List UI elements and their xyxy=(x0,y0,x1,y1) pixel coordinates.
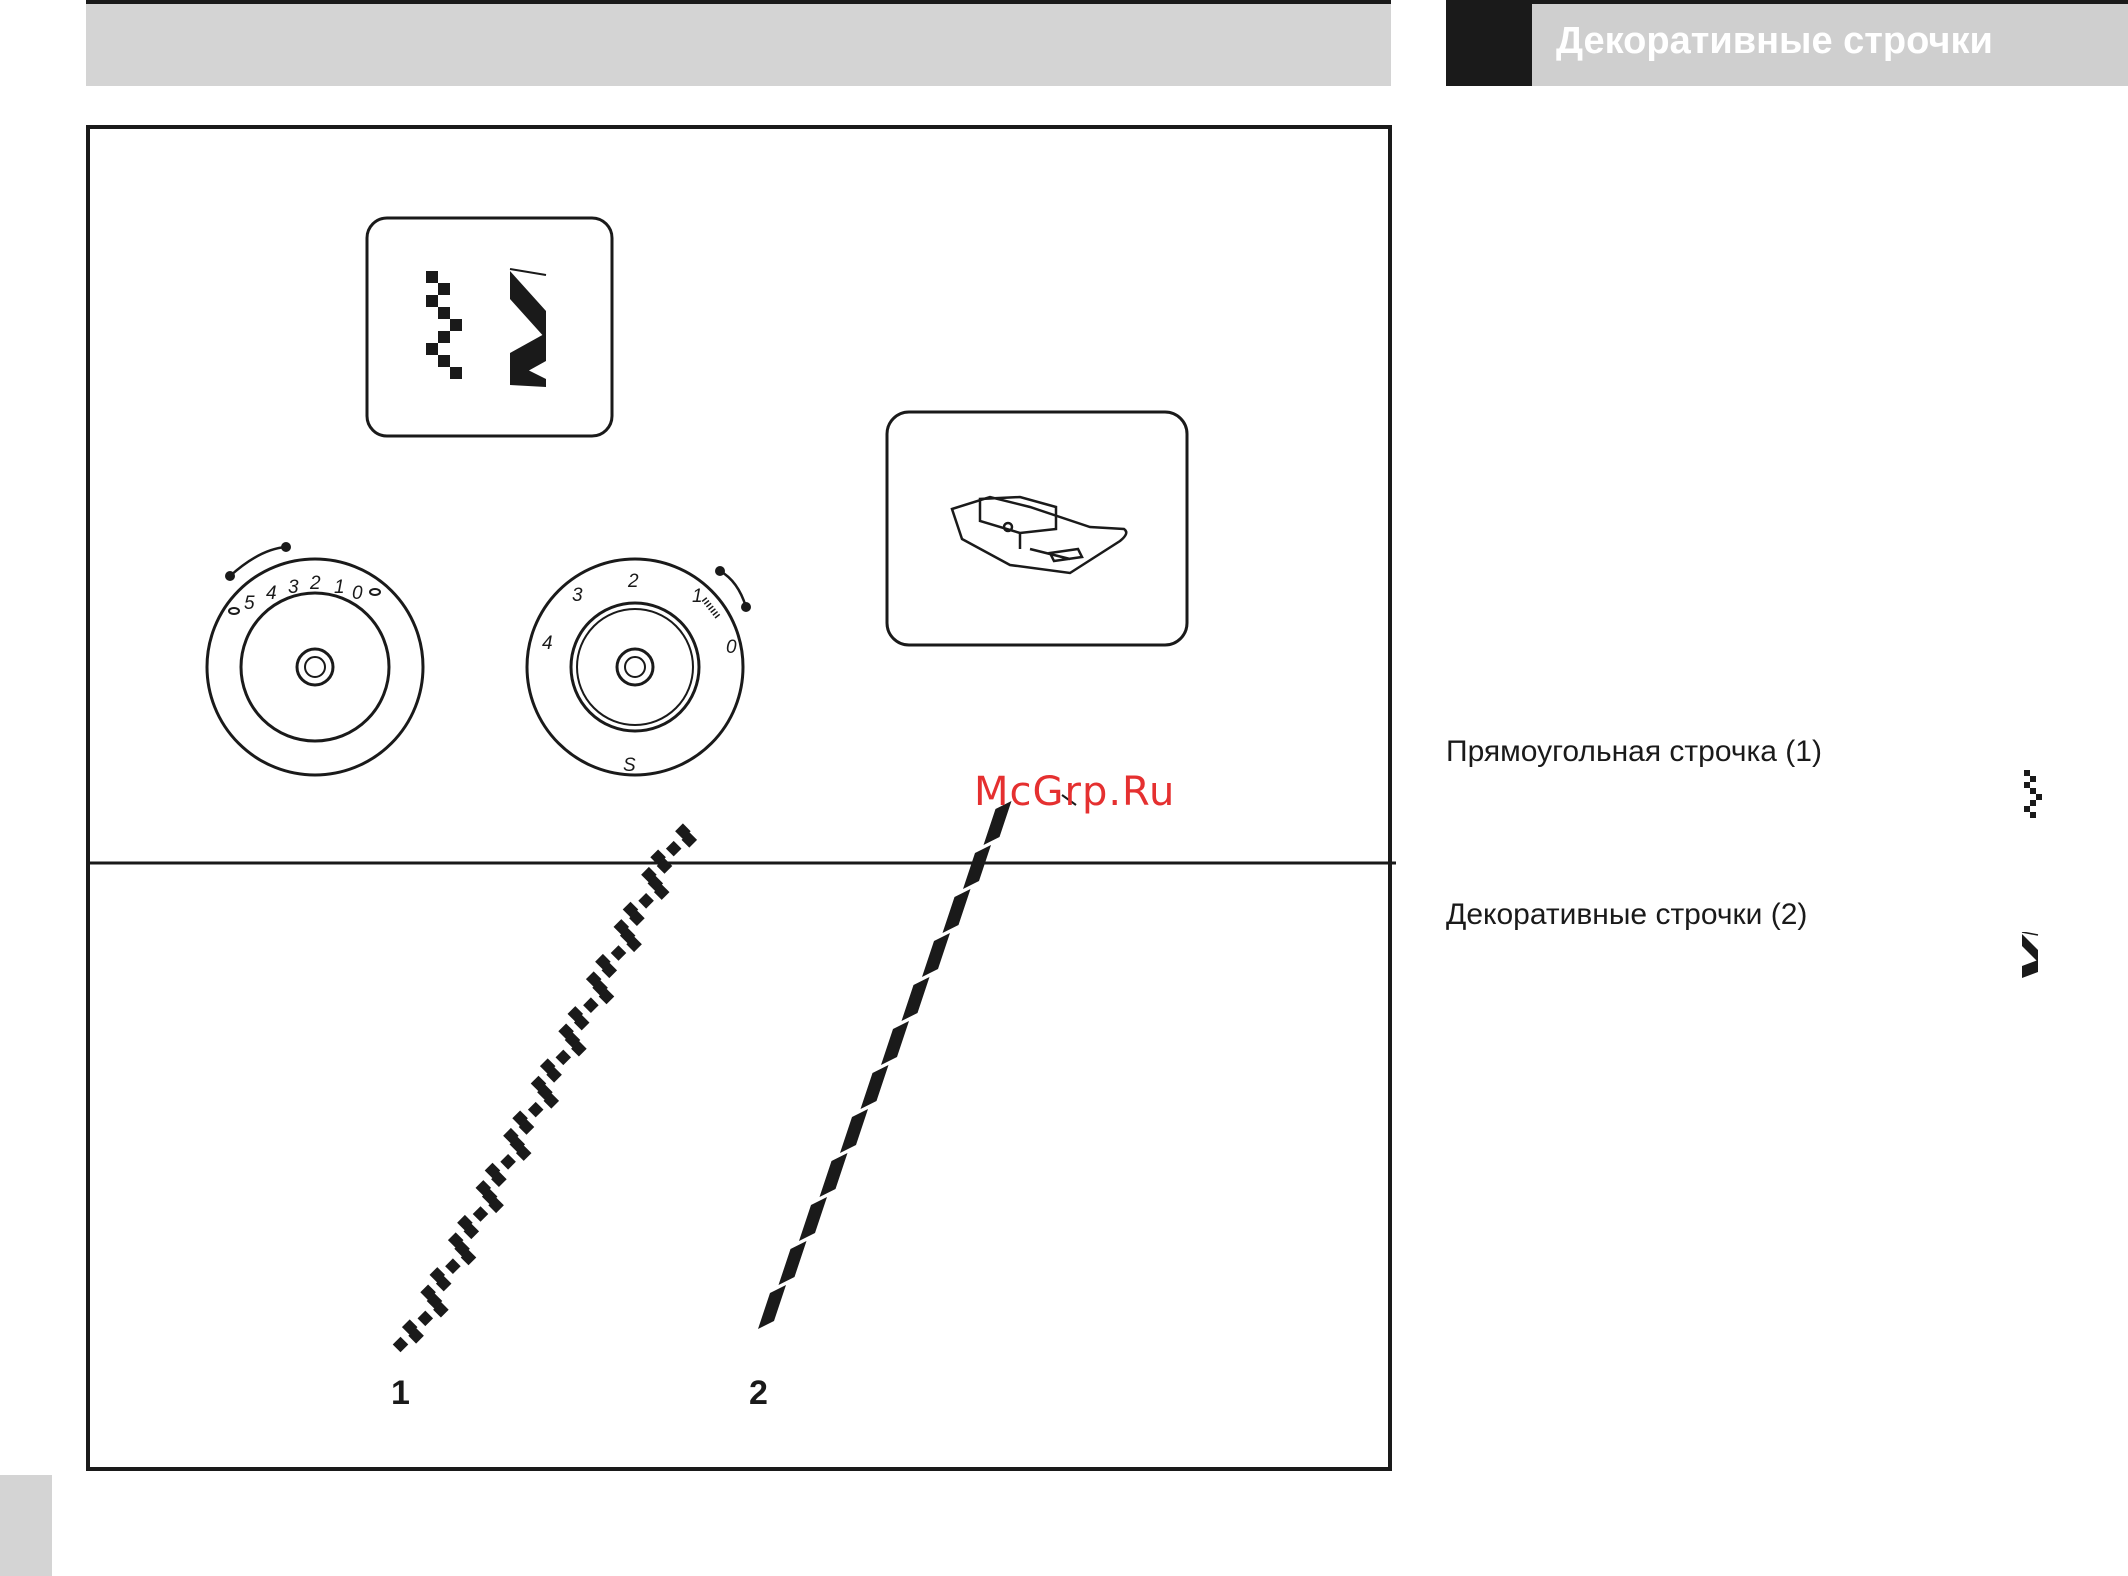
pattern-panel xyxy=(367,218,612,436)
presser-foot-panel xyxy=(887,412,1187,645)
dial-mark: 1 xyxy=(692,586,703,607)
stitch-width-dial xyxy=(207,542,423,775)
header-page-marker xyxy=(1446,0,1532,86)
stitch-label-1: 1 xyxy=(391,1374,410,1412)
dial-mark: 3 xyxy=(288,577,299,598)
side-tab xyxy=(0,1475,52,1576)
dial-mark: 4 xyxy=(266,583,277,604)
stitch-block xyxy=(779,1241,807,1285)
stitch-square xyxy=(528,1102,544,1118)
stitch-block xyxy=(922,933,950,977)
dial-mark: 0 xyxy=(352,583,363,604)
stitch-square xyxy=(473,1206,489,1222)
stitch-square xyxy=(445,1258,461,1274)
stitch-block xyxy=(861,1065,889,1109)
square-stitch-sample xyxy=(393,823,697,1352)
stitch-square xyxy=(556,1050,572,1066)
figure-illustration xyxy=(90,129,1396,1475)
slant-stitch-icon xyxy=(2020,932,2040,978)
stitch-block xyxy=(799,1197,827,1241)
stitch-square xyxy=(611,945,627,961)
stitch-figure xyxy=(86,125,1392,1471)
stitch-block xyxy=(820,1153,848,1197)
header-bar xyxy=(86,0,1391,86)
square-stitch-label: Прямоугольная строчка (1) xyxy=(1446,735,1822,768)
stitch-block xyxy=(943,889,971,933)
stitch-square xyxy=(393,1337,409,1353)
dial-mark: 1 xyxy=(334,577,345,598)
stitch-square xyxy=(418,1311,434,1327)
stitch-square xyxy=(583,997,599,1013)
presser-foot-icon xyxy=(952,497,1126,573)
dial-mark: 2 xyxy=(310,573,321,594)
stitch-square xyxy=(666,841,682,857)
stitch-label-2: 2 xyxy=(749,1374,768,1412)
decorative-stitch-label: Декоративные строчки (2) xyxy=(1446,898,1808,931)
watermark: McGrp.Ru xyxy=(974,769,1176,815)
stitch-block xyxy=(758,1285,786,1329)
slant-stitch-sample xyxy=(758,795,1076,1329)
stitch-block xyxy=(840,1109,868,1153)
stitch-block xyxy=(881,1021,909,1065)
slant-stitch-icon xyxy=(510,269,546,387)
header-title-bar xyxy=(1532,0,2128,86)
stitch-square xyxy=(500,1154,516,1170)
stitch-length-dial xyxy=(527,559,751,776)
square-stitch-icon xyxy=(2020,770,2042,818)
stitch-block xyxy=(902,977,930,1021)
dial-mark: 2 xyxy=(628,571,639,592)
dial-mark: 3 xyxy=(572,585,583,606)
page-title: Декоративные строчки xyxy=(1556,20,1993,62)
dial-mark: 5 xyxy=(244,593,255,614)
square-stitch-icon xyxy=(426,271,462,379)
stitch-square xyxy=(638,893,654,909)
dial-mark: 4 xyxy=(542,633,553,654)
dial-mark: S xyxy=(623,755,636,776)
dial-mark: 0 xyxy=(726,637,737,658)
stitch-block xyxy=(963,845,991,889)
